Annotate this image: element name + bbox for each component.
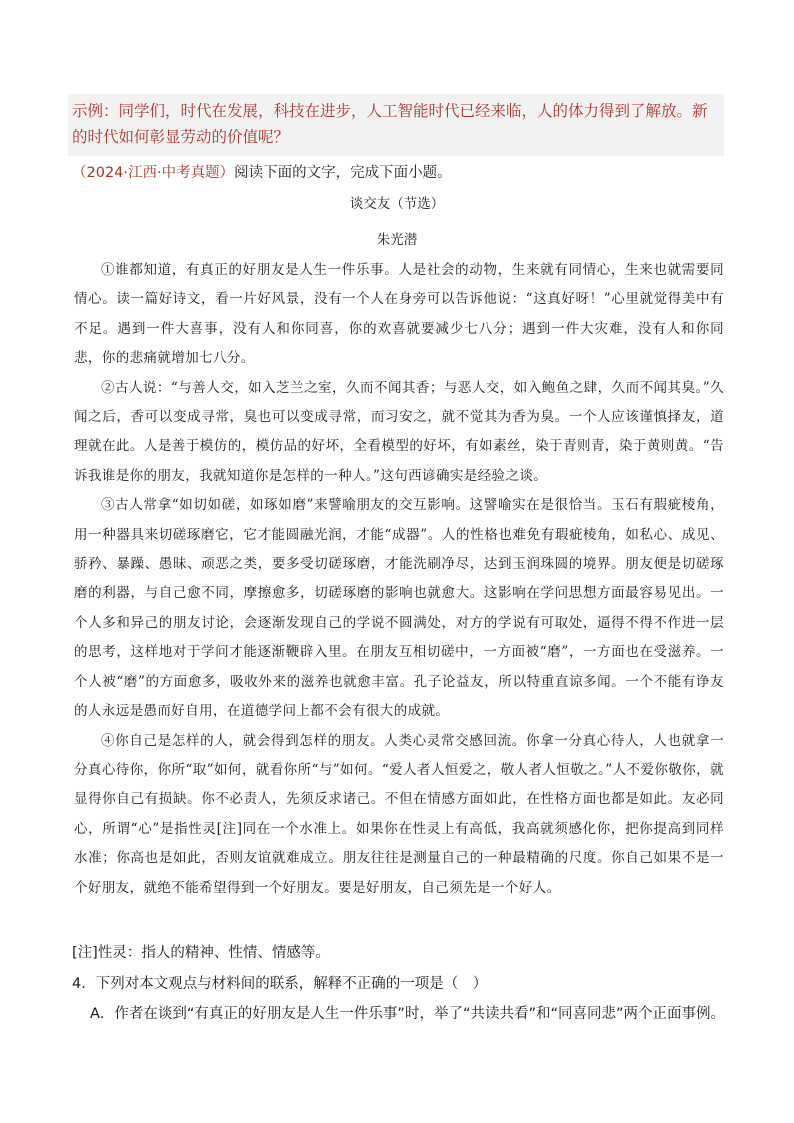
essay-paragraph-1: ①谁都知道，有真正的好朋友是人生一件乐事。人是社会的动物，生来就有同情心，生来也就需要同情心。读一篇好诗文，看一片好风景，没有一个人在身旁可以告诉他说：“这真好呀！”心里就觉得美中有不足。遇到一件大喜事，没有人和你同喜，你的欢喜就要减少七八分；遇到一件大灾难，没有人和你同悲，你的悲痛就增加七八分。 [74,262,724,367]
essay-title: 谈交友（节选） [349,196,445,212]
footnote: [注]性灵：指人的精神、性情、情感等。 [72,945,330,961]
question-4-option-a: A．作者在谈到“有真正的好朋友是人生一件乐事”时，举了“共读共看”和“同喜同悲”两个正面事例。 [90,1006,725,1022]
question-4: 4．下列对本文观点与材料间的联系，解释不正确的一项是（ ） [72,976,488,992]
example-text: 示例：同学们，时代在发展，科技在进步，人工智能时代已经来临，人的体力得到了解放。新的时代如何彰显劳动的价值呢？ [72,102,708,146]
essay-paragraph-2: ②古人说：“与善人交，如入芝兰之室，久而不闻其香；与恶人交，如入鲍鱼之肆，久而不闻其臭。”久闻之后，香可以变成寻常，臭也可以变成寻常，而习安之，就不觉其为香为臭。一个人应该谨慎择友，道理就在此。人是善于模仿的，模仿品的好坏，全看模型的好坏，有如素丝，染于青则青，染于黄则黄。“告诉我谁是你的朋友，我就知道你是怎样的一种人。”这句西谚确实是经验之谈。 [74,379,724,484]
essay-body [74,256,724,903]
essay-author: 朱光潜 [376,232,418,248]
essay-paragraph-3: ③古人常拿“如切如磋，如琢如磨”来譬喻朋友的交互影响。这譬喻实在是很恰当。玉石有瑕疵棱角，用一种器具来切磋琢磨它，它才能圆融光润，才能“成器”。人的性格也难免有瑕疵棱角，如私心、成见、骄矜、暴躁、愚昧、顽恶之类，要多受切磋琢磨，才能洗刷净尽，达到玉润珠圆的境界。朋友便是切磋琢磨的利器，与自己愈不同，摩擦愈多，切磋琢磨的影响也就愈大。这影响在学问思想方面最容易见出。一个人多和异己的朋友讨论，会逐渐发现自己的学说不圆满处，对方的学说有可取处，逼得不得不作进一层的思考，这样地对于学问才能逐渐鞭辟入里。在朋友互相切磋中，一方面被“磨”，一方面也在受滋养。一个人被“磨”的方面愈多，吸收外来的滋养也就愈丰富。孔子论益友，所以特重直谅多闻。一个不能有诤友的人永远是愚而好自用，在道德学问上都不会有很大的成就。 [74,497,724,720]
essay-paragraph-4: ④你自己是怎样的人，就会得到怎样的朋友。人类心灵常交感回流。你拿一分真心待人，人也就拿一分真心待你，你所“取”如何，就看你所“与”如何。“爱人者人恒爱之，敬人者人恒敬之。”人不爱你敬你，就显得你自己有损缺。你不必责人，先须反求诸己。不但在情感方面如此，在性格方面也都是如此。友必同心，所谓“心”是指性灵[注]同在一个水准上。如果你在性灵上有高低，我高就须感化你，把你提高到同样水准；你高也是如此，否则友谊就难成立。朋友往往是测量自己的一种最精确的尺度。你自己如果不是一个好朋友，就绝不能希望得到一个好朋友。要是好朋友，自己须先是一个好人。 [74,732,724,896]
exam-source-tag: （2024·江西·中考真题） [72,165,235,181]
reading-instruction: 阅读下面的文字，完成下面小题。 [234,165,452,181]
question-source-line [72,162,722,184]
